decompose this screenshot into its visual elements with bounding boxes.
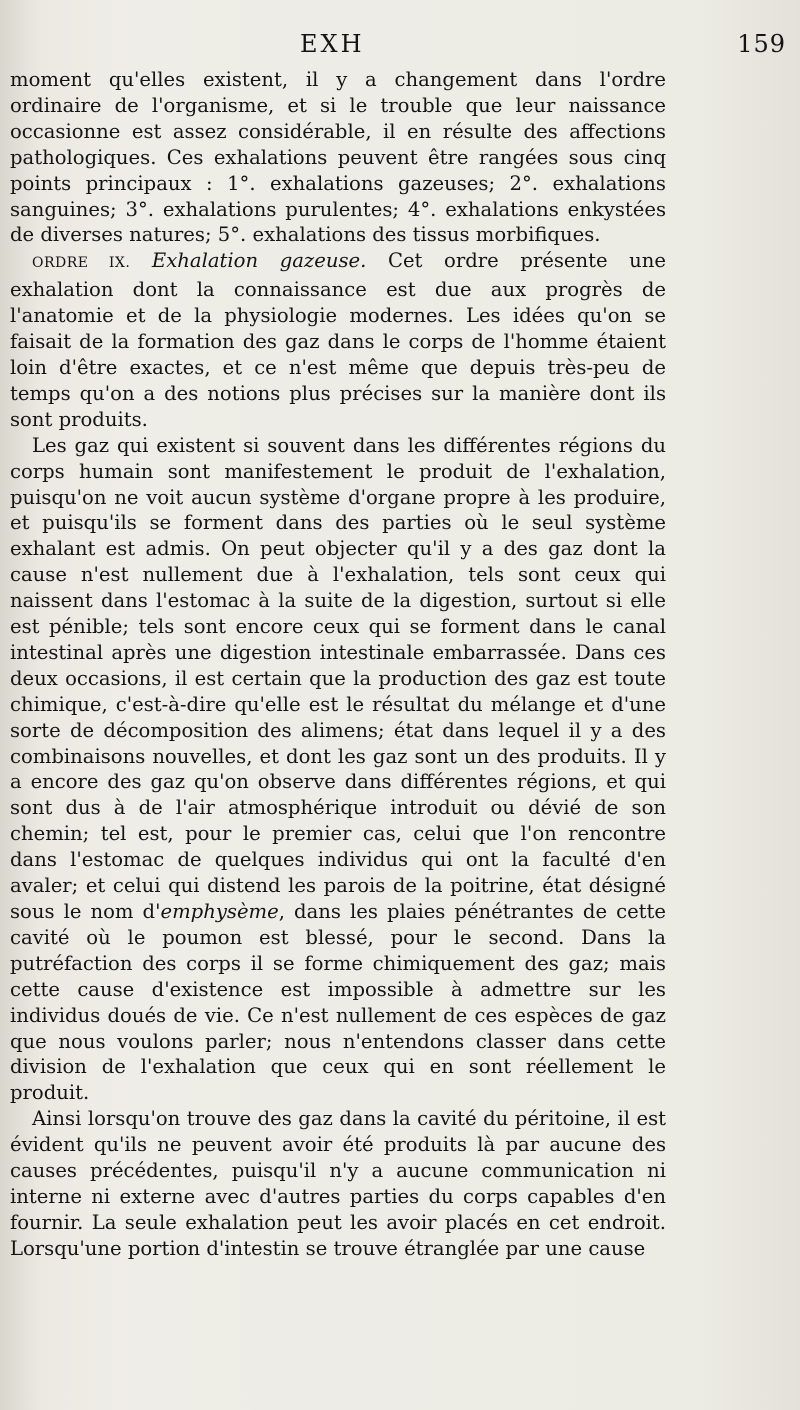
paragraph-1: moment qu'elles existent, il y a changement dans l'ordre ordinaire de l'organisme, et si le trouble que leur naissance occasionne est assez considérable, il en résulte des affections pathologiques. Ces exhalations peuvent être rangées sous cinq points principaux : 1°. exhalations gazeuses; 2°. exhalations sanguines; 3°. exhalations purulentes; 4°. exhalations enkystées de diverses natures; 5°. exhalations des tissus morbifiques.: [10, 68, 666, 247]
page-number: 159: [737, 30, 786, 58]
italic-term: emphysème: [160, 900, 279, 923]
page-header: [0, 30, 800, 64]
section-title: Exhalation gazeuse.: [151, 249, 367, 273]
paragraph-2: [10, 248, 666, 432]
paragraph-2-text: Cet ordre présente une exhalation dont la connaissance est due aux progrès de l'anatomie et de la physiologie modernes. Les idées qu'on se faisait de la formation des gaz dans le corps de l'homme étaient loin d'être exactes, et ce n'est même que depuis très-peu de temps qu'on a des notions plus précises sur la manière dont ils sont produits.: [10, 249, 667, 431]
paragraph-3: [10, 433, 666, 1107]
running-head: EXH: [300, 30, 365, 58]
paragraph-4: Ainsi lorsqu'on trouve des gaz dans la cavité du péritoine, il est évident qu'ils ne peuvent avoir été produits là par aucune des causes précédentes, puisqu'il n'y a aucune communication ni interne ni externe avec d'autres parties du corps capables d'en fournir. La seule exhalation peut les avoir placés en cet endroit. Lorsqu'une portion d'intestin se trouve étranglée par une cause: [10, 1107, 666, 1260]
paragraph-3-text-b: , dans les plaies pénétrantes de cette cavité où le poumon est blessé, pour le second. Dans la putréfaction des corps il se forme chimiquement des gaz; mais cette cause d'existence est impossible à admettre sur les individus doués de vie. Ce n'est nullement de ces espèces de gaz que nous voulons parler; nous n'entendons classer dans cette division de l'exhalation que ceux qui en sont réellement le produit.: [10, 900, 667, 1105]
body-text: [10, 67, 666, 1262]
order-label: ORDRE IX.: [32, 255, 131, 272]
paragraph-3-text-a: Les gaz qui existent si souvent dans les différentes régions du corps humain sont manifestement le produit de l'exhalation, puisqu'on ne voit aucun système d'organe propre à les produire, et puisqu'ils se forment dans des parties où le seul système exhalant est admis. On peut objecter qu'il y a des gaz dont la cause n'est nullement due à l'exhalation, tels sont ceux qui naissent dans l'estomac à la suite de la digestion, surtout si elle est pénible; tels sont encore ceux qui se forment dans le canal intestinal après une digestion intestinale embarrassée. Dans ces deux occasions, il est certain que la production des gaz est toute chimique, c'est-à-dire qu'elle est le résultat du mélange et d'une sorte de décomposition des alimens; état dans lequel il y a des combinaisons nouvelles, et dont les gaz sont un des produits. Il y a encore des gaz qu'on observe dans différentes régions, et qui sont dus à de l'air atmosphérique introduit ou dévié de son chemin; tel est, pour le premier cas, celui que l'on rencontre dans l'estomac de quelques individus qui ont la faculté d'en avaler; et celui qui distend les parois de la poitrine, état désigné sous le nom d': [10, 433, 666, 923]
